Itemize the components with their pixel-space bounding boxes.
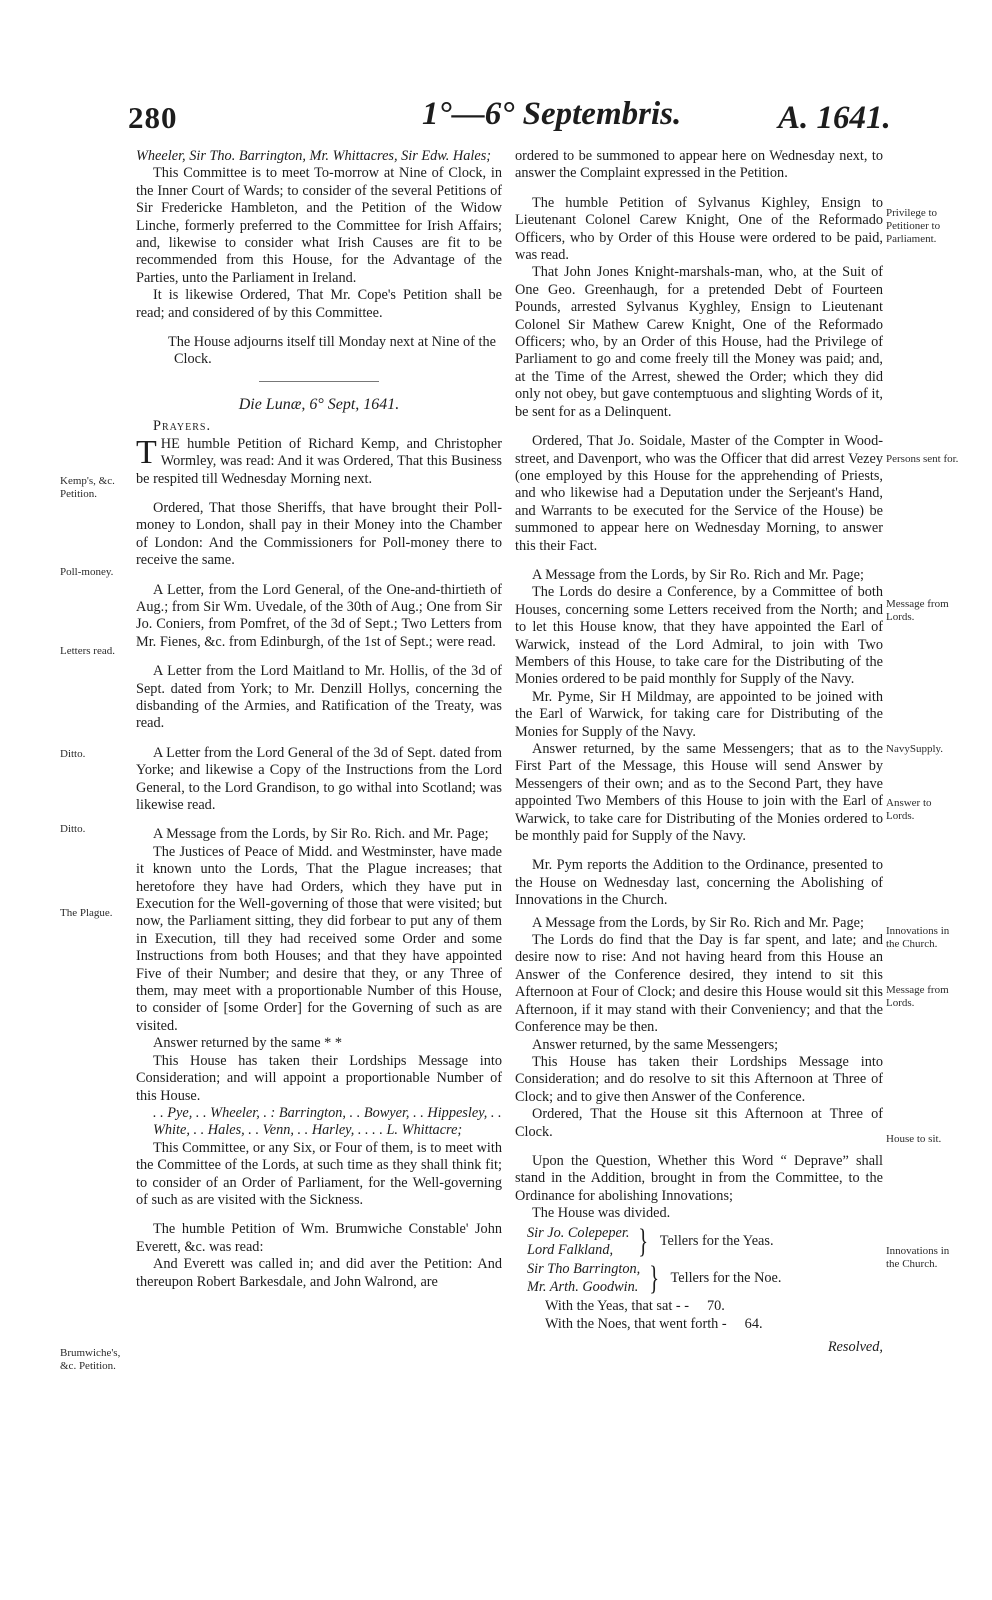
paragraph-divided: The House was divided. bbox=[532, 1205, 671, 1222]
prayers-heading: Prayers. bbox=[153, 418, 212, 435]
brace: } bbox=[638, 1222, 649, 1260]
teller-name: Mr. Arth. Goodwin. bbox=[527, 1278, 639, 1295]
vote-yeas bbox=[515, 1298, 883, 1315]
paragraph: This Committee is to meet To-morrow at Nine of Clock, in the Inner Court of Wards; to consider of the several Petitions of Sir Fredericke Hambleton, and the Petition of the Widow Linche, formerly preferred to the Committee for Irish Affairs; and, likewise to consider what Irish Causes are fit to be recommended from this House, for the Advantage of the Parties, unto the Parliament in Ireland. bbox=[136, 165, 502, 286]
paragraph-answer: Answer returned, by the same Messengers; bbox=[532, 1036, 779, 1053]
paragraph-message: A Message from the Lords, by Sir Ro. Rich and Mr. Page; bbox=[532, 914, 864, 931]
margin-note: Brumwiche's, &c. Petition. bbox=[60, 1347, 121, 1372]
margin-note: NavySupply. bbox=[886, 743, 944, 755]
tellers-label: Tellers for the Noe. bbox=[670, 1270, 782, 1287]
paragraph-plague: The Justices of Peace of Midd. and Westminster, have made it known unto the Lords, That the Plague increases; that heretofore they have had Orders, which they have put in Execution for the Well-governing of those that were visited; but now, the Parliament sitting, they did forbear to put any of them in Execution, till they had received some Order and some Instructions from both Houses; and that they have appointed Five of their Number; and desire that they, or any Three of them, may meet with a proportionable Number of this House, to consider of [some Order] for the Governing of such as are visited. bbox=[136, 843, 502, 1034]
brace: } bbox=[649, 1259, 660, 1297]
paragraph-answer: Answer returned, by the same Messengers; that as to the First Part of the Message, this House will send Answer by Messengers of their own; and as to the Second Part, they have appointed Two Members of this House to join with the Earl of Warwick, to take care for Distributing of the Monies ordered to be monthly paid for Supply of the Navy. bbox=[515, 741, 883, 845]
section-divider bbox=[259, 381, 379, 382]
left-column bbox=[136, 148, 502, 1291]
margin-note: House to sit. bbox=[886, 1133, 942, 1145]
margin-note: Poll-money. bbox=[60, 566, 114, 578]
paragraph-question: Upon the Question, Whether this Word “ Deprave” shall stand in the Addition, brought in from the Committee, to the Ordinance for abolishing Innovations; bbox=[515, 1152, 883, 1204]
drop-cap: T bbox=[136, 433, 157, 471]
paragraph-everett: And Everett was called in; and did aver the Petition: And thereupon Robert Barkesdale, and John Walrond, are bbox=[136, 1256, 502, 1290]
margin-note: Privilege to Petitioner to Parliament. bbox=[886, 207, 941, 245]
paragraph-conference: The Lords do desire a Conference, by a Committee of both Houses, concerning some Letters received from the North; and to let this House know, that they have appointed the Earl of Warwick, instead of the Lord Admiral, to join with Two Members of this House, to take care for the Distributing of the Monies ordered to be paid monthly for Supply of the Navy. bbox=[515, 584, 883, 688]
paragraph-general-letter: A Letter from the Lord General of the 3d of Sept. dated from Yorke; and likewise a Copy of the Instructions from the Lord General, to the Lord Grandison, to go withal into Scotland; was likewise read. bbox=[136, 744, 502, 813]
vote-count: 70. bbox=[706, 1298, 725, 1315]
paragraph-pyme: Mr. Pyme, Sir H Mildmay, are appointed to be joined with the Earl of Warwick, for taking care for Distributing of the Monies for Supply of the Navy. bbox=[515, 688, 883, 740]
paragraph: Wheeler, Sir Tho. Barrington, Mr. Whittacres, Sir Edw. Hales; bbox=[136, 148, 492, 164]
paragraph-maitland-letter: A Letter from the Lord Maitland to Mr. Hollis, of the 3d of Sept. dated from York; to Mr. Denzill Hollys, concerning the disbanding of the Armies, and Ratification of the Treaty, was read. bbox=[136, 663, 502, 732]
paragraph-answer: Answer returned by the same * * bbox=[153, 1035, 342, 1052]
paragraph-kemp-petition bbox=[136, 433, 502, 488]
paragraph-committee: This Committee, or any Six, or Four of them, is to meet with the Committee of the Lords, at such time as they shall think fit; to consider of an Order of Parliament, for the Well-governing of such as are visited with the Sickness. bbox=[136, 1139, 502, 1208]
margin-note: Message from Lords. bbox=[886, 984, 949, 1009]
tellers-noes bbox=[515, 1261, 883, 1296]
teller-name: Sir Jo. Colepeper. bbox=[527, 1224, 630, 1241]
catchword: Resolved, bbox=[827, 1339, 883, 1355]
margin-note: Innovations in the Church. bbox=[886, 1245, 950, 1270]
margin-note: Ditto. bbox=[60, 823, 86, 835]
paragraph-jones: That John Jones Knight-marshals-man, who, at the Suit of One Geo. Greenhaugh, for a pretended Debt of Fourteen Pounds, arrested Sylvanus Kyghley, Ensign to Lieutenant Colonel Sir Mathew Carew Knight, One of the Reformado Officers; who, by an Order of this House, had the Privilege of Parliament to go and come freely till the Money was paid; and, at the Time of the Arrest, shewed the Order; which they did only not obey, but gave contemptuous and slighting Words of it, be sent for as a Delinquent. bbox=[515, 264, 883, 420]
margin-note: Persons sent for. bbox=[886, 453, 959, 465]
right-column bbox=[515, 148, 883, 1356]
paragraph-pym-report: Mr. Pym reports the Addition to the Ordinance, presented to the House on Wednesday last, concerning the Abolishing of Innovations in the Church. bbox=[515, 857, 883, 909]
tellers-yeas bbox=[515, 1222, 883, 1260]
committee-names: . . Pye, . . Wheeler, . : Barrington, . . Bowyer, . . Hippesley, . . White, . . Hales, . . Venn, . . Harley, . . . . L. Whittacre; bbox=[153, 1104, 502, 1139]
paragraph-message: A Message from the Lords, by Sir Ro. Rich. and Mr. Page; bbox=[153, 826, 489, 843]
adjournment-note: The House adjourns itself till Monday next at Nine of the Clock. bbox=[168, 334, 496, 368]
paragraph-brumwiche: The humble Petition of Wm. Brumwiche Constable' John Everett, &c. was read: bbox=[136, 1221, 502, 1255]
margin-note: Answer to Lords. bbox=[886, 797, 932, 822]
paragraph-letters: A Letter, from the Lord General, of the One-and-thirtieth of Aug.; from Sir Wm. Uvedale, of the 30th of Aug.; One from Sir Jo. Coniers, from Pomfret, of the 3d of Sept.; Two Letters from Mr. Fienes, &c. from Edinburgh, of the 1st of Sept.; were read. bbox=[136, 581, 502, 650]
margin-note: Message from Lords. bbox=[886, 598, 949, 623]
margin-note: Kemp's, &c. Petition. bbox=[60, 475, 115, 500]
margin-note: The Plague. bbox=[60, 907, 113, 919]
vote-noes bbox=[515, 1316, 883, 1333]
paragraph-message: A Message from the Lords, by Sir Ro. Rich and Mr. Page; bbox=[532, 566, 864, 583]
paragraph-text: HE humble Petition of Richard Kemp, and Christopher Wormley, was read: And it was Ordered, That this Business be respited till Wednesday Morning next. bbox=[136, 435, 502, 487]
paragraph-ordered: Ordered, That the House sit this Afternoon at Three of Clock. bbox=[515, 1106, 883, 1140]
running-head-year: A. 1641. bbox=[778, 100, 891, 136]
paragraph-soidale: Ordered, That Jo. Soidale, Master of the Compter in Wood-street, and Davenport, who was the Officer that did arrest Vezey (one employed by this House for the apprehending of Priests, and who likewise had a Deputation under the Serjeant's Hand, and Warrants to be executed for the Service of the House) be summoned to appear here on Wednesday Morning, to answer this their Fact. bbox=[515, 433, 883, 554]
vote-label: With the Noes, that went forth - bbox=[545, 1315, 727, 1332]
paragraph: ordered to be summoned to appear here on Wednesday next, to answer the Complaint expressed in the Petition. bbox=[515, 148, 883, 182]
paragraph-lords-rise: The Lords do find that the Day is far spent, and late; and desire now to rise: And not having heard from this House an Answer of the Conference desired, they intend to sit this Afternoon at Four of Clock; and desire this House would sit this Afternoon, if it may stand with their Conveniency; and that the Conference may be then. bbox=[515, 932, 883, 1036]
teller-name: Sir Tho Barrington, bbox=[527, 1261, 641, 1278]
vote-count: 64. bbox=[744, 1315, 763, 1332]
margin-note: Innovations in the Church. bbox=[886, 925, 950, 950]
paragraph-poll-money: Ordered, That those Sheriffs, that have brought their Poll-money to London, shall pay in their Money into the Chamber of London: And the Commissioners for Poll-money there to receive the same. bbox=[136, 499, 502, 569]
paragraph-sit: This House has taken their Lordships Message into Consideration; and do resolve to sit this Afternoon at Three of Clock; and to give then Answer of the Conference. bbox=[515, 1053, 883, 1105]
day-heading: Die Lunæ, 6° Sept, 1641. bbox=[238, 395, 400, 413]
tellers-label: Tellers for the Yeas. bbox=[659, 1233, 774, 1250]
vote-label: With the Yeas, that sat - - bbox=[545, 1298, 689, 1315]
paragraph: It is likewise Ordered, That Mr. Cope's Petition shall be read; and considered of by this Committee. bbox=[136, 287, 502, 321]
running-head-dates: 1°—6° Septembris. bbox=[422, 96, 682, 132]
paragraph-consideration: This House has taken their Lordships Message into Consideration; and will appoint a proportionable Number of this House. bbox=[136, 1052, 502, 1104]
margin-note: Ditto. bbox=[60, 748, 86, 760]
teller-name: Lord Falkland, bbox=[527, 1241, 614, 1258]
margin-note: Letters read. bbox=[60, 645, 115, 657]
page-number: 280 bbox=[128, 100, 178, 135]
paragraph-kighley: The humble Petition of Sylvanus Kighley, Ensign to Lieutenant Colonel Carew Knight, One of the Reformado Officers, who by Order of this House were ordered to be paid, was read. bbox=[515, 194, 883, 264]
